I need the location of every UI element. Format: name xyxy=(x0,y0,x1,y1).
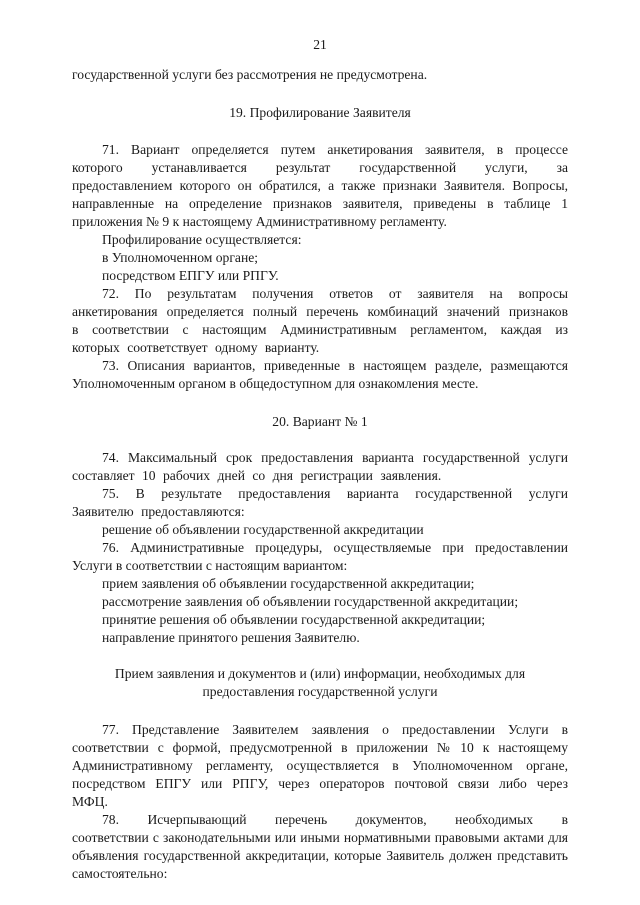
section-heading-20: 20. Вариант № 1 xyxy=(272,414,368,429)
paragraph-76: 76. Административные процедуры, осуществляемые при предоставлении Услуги в соответствии с настоящим вариантом: xyxy=(72,540,568,573)
paragraph-71-rest: предоставлением которого он обратился, а также признаки Заявителя. Вопросы, направленные на определение признаков заявителя, приведены в таблице 1 приложения № 9 к настоящему Административному регламенту. xyxy=(72,178,568,229)
procedure-item: прием заявления об объявлении государственной аккредитации; xyxy=(102,576,475,591)
procedure-item: направление принятого решения Заявителю. xyxy=(102,630,360,645)
paragraph-71-line1: 71. Вариант определяется путем анкетирования заявителя, в процессе xyxy=(102,142,568,157)
paragraph-75: 75. В результате предоставления варианта государственной услуги Заявителю предоставляются: xyxy=(72,486,568,519)
paragraph-71-line2: которого устанавливается результат государственной услуги, за xyxy=(72,160,568,175)
paragraph-73: 73. Описания вариантов, приведенные в настоящем разделе, размещаются Уполномоченным органом в общедоступном для ознакомления месте. xyxy=(72,358,568,391)
result-item: решение об объявлении государственной аккредитации xyxy=(102,522,424,537)
paragraph-78-rest: соответствии с законодательными или иными нормативными правовыми актами для объявления государственной аккредитации, которые Заявитель должен представить самостоятельно: xyxy=(72,830,568,881)
page-number: 21 xyxy=(313,37,327,52)
profiling-item: посредством ЕПГУ или РПГУ. xyxy=(102,268,279,283)
procedure-item: рассмотрение заявления об объявлении государственной аккредитации; xyxy=(102,594,519,609)
profiling-item: в Уполномоченном органе; xyxy=(102,250,259,265)
paragraph-78-line1: 78. Исчерпывающий перечень документов, необходимых в xyxy=(102,812,568,827)
procedure-item: принятие решения об объявлении государственной аккредитации; xyxy=(102,612,486,627)
continuation-line: государственной услуги без рассмотрения не предусмотрена. xyxy=(72,67,428,82)
profiling-intro: Профилирование осуществляется: xyxy=(102,232,302,247)
section-heading-19: 19. Профилирование Заявителя xyxy=(229,105,411,120)
document-body xyxy=(72,66,568,883)
subsection-heading-line1: Прием заявления и документов и (или) информации, необходимых для xyxy=(114,666,526,681)
subsection-heading xyxy=(72,665,568,701)
subsection-heading-line2: предоставления государственной услуги xyxy=(202,684,438,699)
paragraph-72: 72. По результатам получения ответов от заявителя на вопросы анкетирования определяется полный перечень комбинаций значений признаков в соответствии с настоящим Административным регламентом, каждая из которых соответствует одному варианту. xyxy=(72,286,568,355)
paragraph-74: 74. Максимальный срок предоставления варианта государственной услуги составляет 10 рабочих дней со дня регистрации заявления. xyxy=(72,450,568,483)
paragraph-77: 77. Представление Заявителем заявления о предоставлении Услуги в соответствии с формой, предусмотренной в приложении № 10 к настоящему Административному регламенту, осуществляется в Уполномоченном органе, посредством ЕПГУ или РПГУ, через операторов почтовой связи либо через МФЦ. xyxy=(72,722,568,809)
